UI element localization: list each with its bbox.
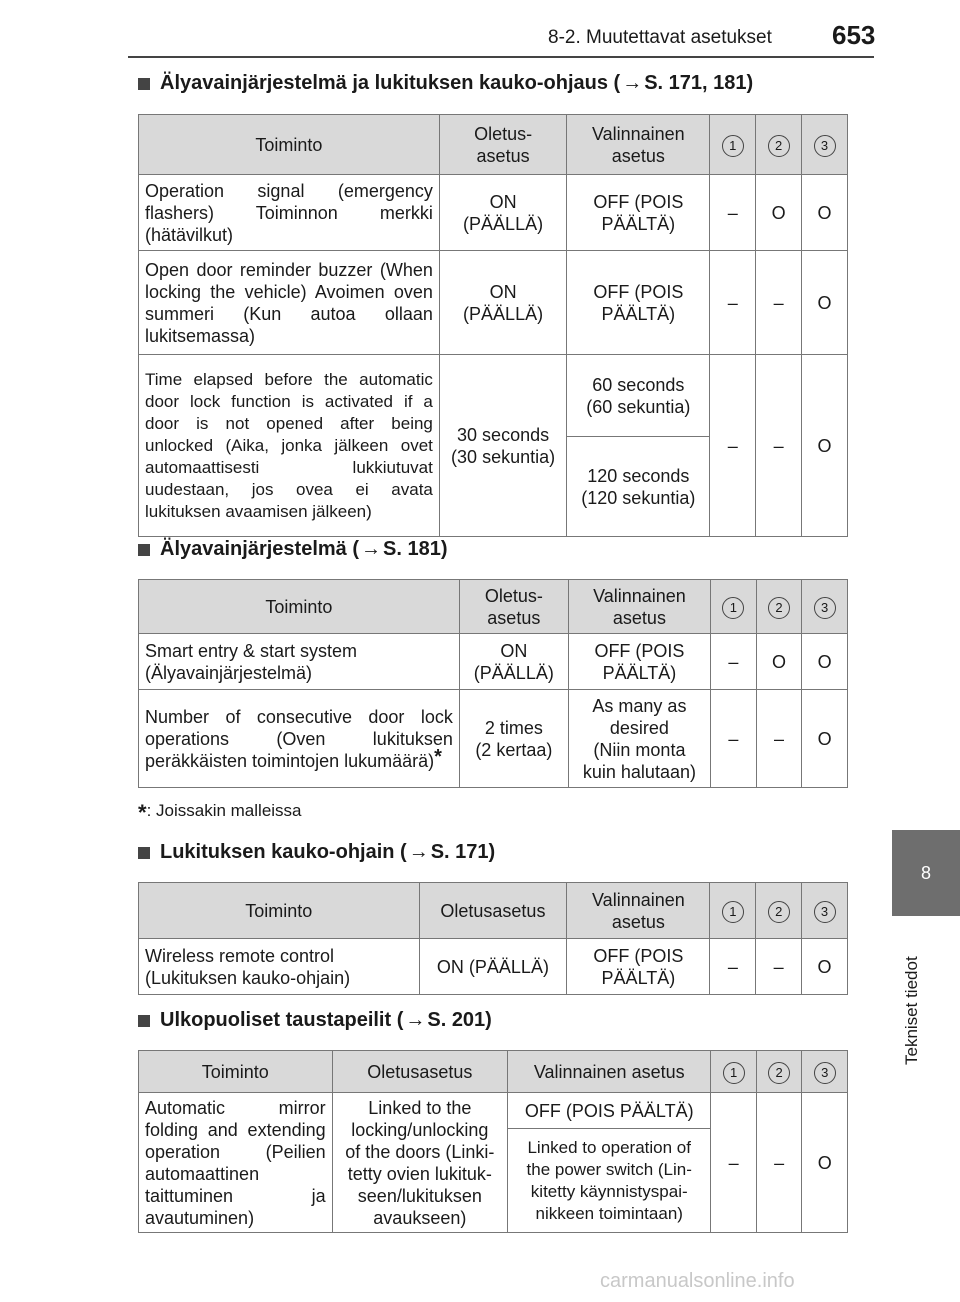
circle-2-icon: 2: [768, 1062, 790, 1084]
col-1: [711, 1051, 757, 1093]
mark-2: –: [756, 690, 802, 788]
table-row: [139, 1093, 848, 1129]
mark-2: –: [756, 355, 802, 537]
table-row: [139, 355, 848, 437]
circle-3-icon: 3: [814, 1062, 836, 1084]
page-reference[interactable]: S. 171): [430, 841, 496, 863]
circle-1-icon: 1: [723, 1062, 745, 1084]
table-row: [139, 939, 848, 995]
footnote-text: : Joissakin malleissa: [146, 801, 302, 820]
mark-1: –: [710, 251, 756, 355]
option-cell: OFF (POIS PÄÄLTÄ): [567, 939, 710, 995]
header-rule: [128, 56, 874, 58]
mark-2: –: [756, 939, 802, 995]
option-cell: 120 seconds (120 sekuntia): [567, 437, 710, 537]
col-3: [802, 1051, 848, 1093]
option-cell: OFF (POIS PÄÄLTÄ): [567, 175, 710, 251]
mark-2: O: [756, 634, 802, 690]
square-bullet-icon: [138, 78, 150, 90]
col-default: Oletus- asetus: [439, 115, 566, 175]
mark-3: O: [802, 355, 848, 537]
settings-table-2: [138, 579, 848, 788]
function-cell: Open door reminder buzzer (When locking the vehicle) Avoimen oven summeri (Kun autoa ollaan lukitsemassa): [139, 251, 440, 355]
mark-1: –: [710, 355, 756, 537]
mark-1: –: [711, 1093, 757, 1233]
default-cell: ON (PÄÄLLÄ): [439, 175, 566, 251]
section-title-text: Älyavainjärjestelmä (: [160, 538, 359, 560]
col-function: Toiminto: [139, 883, 420, 939]
square-bullet-icon: [138, 1015, 150, 1027]
footnote: [138, 800, 302, 826]
page-reference[interactable]: S. 181): [383, 538, 448, 560]
mark-3: O: [802, 1093, 848, 1233]
col-default: Oletus- asetus: [459, 580, 568, 634]
settings-table-1: [138, 114, 848, 537]
col-default: Oletusasetus: [332, 1051, 507, 1093]
table-header-row: [139, 1051, 848, 1093]
section-title-4: [138, 1009, 492, 1032]
chapter-tab[interactable]: [892, 830, 960, 916]
mark-3: O: [802, 634, 848, 690]
default-cell: 2 times (2 kertaa): [459, 690, 568, 788]
arrow-icon: →: [405, 1009, 426, 1031]
mark-2: –: [756, 251, 802, 355]
section-heading: 8-2. Muutettavat asetukset: [548, 27, 772, 48]
col-function: Toiminto: [139, 115, 440, 175]
col-1: [710, 883, 756, 939]
col-function: Toiminto: [139, 580, 460, 634]
function-cell: [139, 690, 460, 788]
table-row: [139, 175, 848, 251]
option-cell: 60 seconds (60 sekuntia): [567, 355, 710, 437]
table-row: [139, 251, 848, 355]
page-number: 653: [832, 20, 876, 50]
col-3: [802, 883, 848, 939]
default-cell: ON (PÄÄLLÄ): [439, 251, 566, 355]
col-function: Toiminto: [139, 1051, 333, 1093]
col-options: Valinnainen asetus: [568, 580, 710, 634]
mark-1: –: [710, 175, 756, 251]
mark-1: –: [711, 690, 757, 788]
arrow-icon: →: [622, 72, 643, 94]
col-1: [710, 115, 756, 175]
option-cell: Linked to operation of the power switch (Lin- kitetty käynnistyspai- nikkeen toimintaan): [508, 1129, 711, 1233]
page-header: [0, 0, 960, 60]
circle-3-icon: 3: [814, 135, 836, 157]
chapter-label-wrap: [896, 925, 936, 1085]
mark-3: O: [802, 251, 848, 355]
circle-3-icon: 3: [814, 597, 836, 619]
arrow-icon: →: [361, 538, 381, 560]
table-header-row: [139, 115, 848, 175]
table-header-row: [139, 883, 848, 939]
footnote-marker: *: [434, 745, 442, 768]
col-2: [756, 883, 802, 939]
function-cell: Time elapsed before the automatic door lock function is activated if a door is not opened after being unlocked (Aika, jonka jälkeen ovet automaattisesti lukkiutuvat uudestaan, jos ovea ei avata lukituksen avaamisen jälkeen): [139, 355, 440, 537]
function-cell: Smart entry & start system (Älyavainjärjestelmä): [139, 634, 460, 690]
page-reference[interactable]: S. 171, 181): [644, 72, 754, 94]
default-cell: Linked to the locking/unlocking of the doors (Linki- tetty ovien lukituk- seen/lukituksen avaukseen): [332, 1093, 507, 1233]
col-1: [711, 580, 757, 634]
mark-3: O: [802, 939, 848, 995]
circle-1-icon: 1: [722, 135, 744, 157]
circle-1-icon: 1: [722, 901, 744, 923]
page-reference[interactable]: S. 201): [427, 1009, 492, 1031]
settings-table-4: [138, 1050, 848, 1233]
col-3: [802, 115, 848, 175]
col-options: Valinnainen asetus: [567, 883, 710, 939]
table-row: [139, 634, 848, 690]
mark-1: –: [710, 939, 756, 995]
section-title-text: Ulkopuoliset taustapeilit (: [160, 1009, 404, 1031]
mark-3: O: [802, 175, 848, 251]
table-header-row: [139, 580, 848, 634]
mark-2: O: [756, 175, 802, 251]
option-cell: OFF (POIS PÄÄLTÄ): [568, 634, 710, 690]
col-options: Valinnainen asetus: [567, 115, 710, 175]
option-cell: OFF (POIS PÄÄLTÄ): [567, 251, 710, 355]
col-2: [756, 1051, 802, 1093]
option-cell: OFF (POIS PÄÄLTÄ): [508, 1093, 711, 1129]
function-text: Number of consecutive door lock operations (Oven lukituksen peräkkäisten toimintojen lukumäärä): [145, 706, 453, 771]
section-title-2: [138, 538, 447, 561]
circle-2-icon: 2: [768, 901, 790, 923]
square-bullet-icon: [138, 847, 150, 859]
circle-2-icon: 2: [768, 135, 790, 157]
circle-2-icon: 2: [768, 597, 790, 619]
function-cell: Operation signal (emergency flashers) Toiminnon merkki (hätävilkut): [139, 175, 440, 251]
option-cell: As many as desired (Niin monta kuin halutaan): [568, 690, 710, 788]
col-default: Oletusasetus: [419, 883, 567, 939]
section-title-1: [138, 72, 753, 95]
section-title-text: Älyavainjärjestelmä ja lukituksen kauko-ohjaus (: [160, 72, 621, 94]
settings-table-3: [138, 882, 848, 995]
col-3: [802, 580, 848, 634]
function-cell: Wireless remote control (Lukituksen kauko-ohjain): [139, 939, 420, 995]
footnote-star: *: [138, 800, 147, 825]
section-title-3: [138, 841, 495, 864]
chapter-number: 8: [920, 862, 931, 883]
mark-3: O: [802, 690, 848, 788]
section-title-text: Lukituksen kauko-ohjain (: [160, 841, 407, 863]
square-bullet-icon: [138, 544, 150, 556]
circle-1-icon: 1: [722, 597, 744, 619]
mark-2: –: [756, 1093, 802, 1233]
col-options: Valinnainen asetus: [508, 1051, 711, 1093]
watermark: carmanualsonline.info: [600, 1270, 795, 1292]
col-2: [756, 580, 802, 634]
circle-3-icon: 3: [814, 901, 836, 923]
arrow-icon: →: [408, 841, 429, 863]
default-cell: ON (PÄÄLLÄ): [459, 634, 568, 690]
function-cell: Automatic mirror folding and extending operation (Peilien automaattinen taittuminen ja avautuminen): [139, 1093, 333, 1233]
mark-1: –: [711, 634, 757, 690]
chapter-label: Tekniset tiedot: [902, 956, 921, 1065]
default-cell: ON (PÄÄLLÄ): [419, 939, 567, 995]
col-2: [756, 115, 802, 175]
table-row: [139, 690, 848, 788]
default-cell: 30 seconds (30 sekuntia): [439, 355, 566, 537]
